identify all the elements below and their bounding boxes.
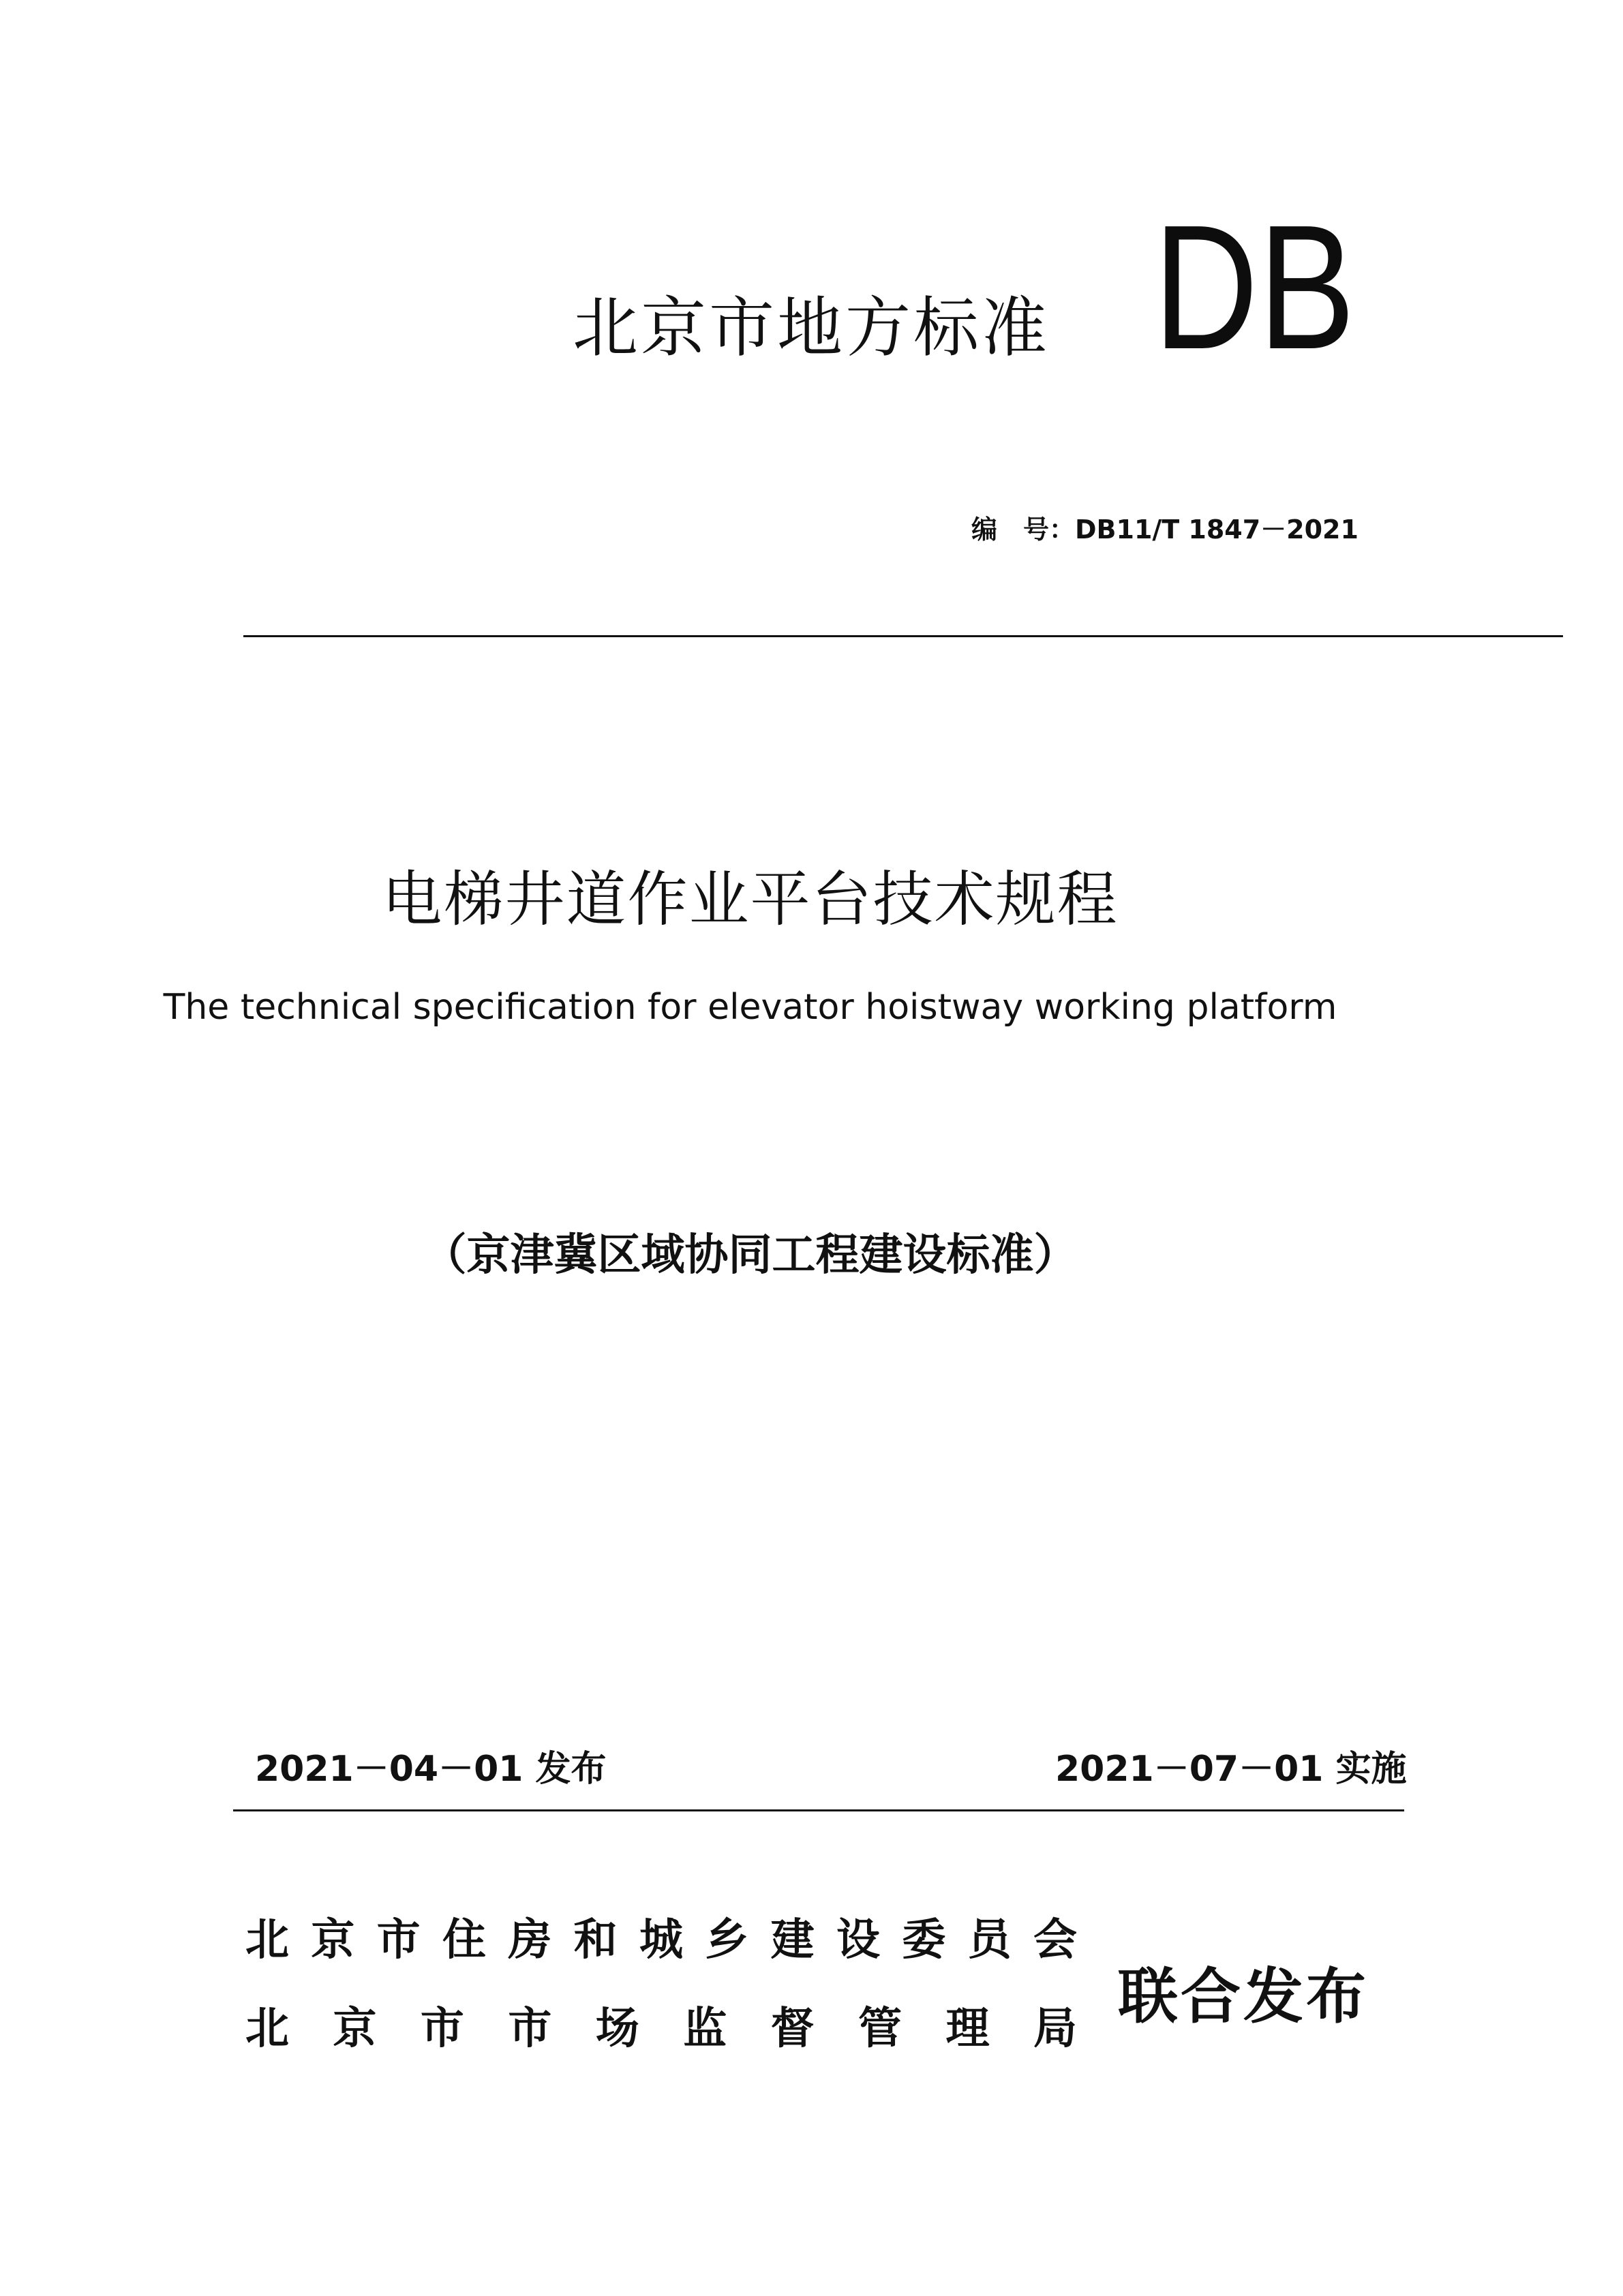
org-char: 房	[508, 1915, 552, 1965]
org-char: 监	[683, 2004, 727, 2054]
standard-number: 编 号：DB11/T 1847－2021	[971, 515, 1359, 545]
db-mark: DB	[1153, 189, 1356, 386]
org-char: 京	[333, 2004, 377, 2054]
document-title-en: The technical specification for elevator hoistway working platform	[163, 987, 1337, 1028]
org-char: 管	[858, 2004, 902, 2054]
org-char: 督	[770, 2004, 815, 2054]
document-subtitle: （京津冀区域协同工程建设标准）	[423, 1230, 1078, 1281]
org-char: 场	[595, 2004, 639, 2054]
org-char: 设	[836, 1915, 880, 1965]
org-char: 理	[945, 2004, 990, 2054]
org-char: 乡	[705, 1915, 749, 1965]
org-char: 建	[770, 1915, 815, 1965]
org-char: 局	[1033, 2004, 1077, 2054]
issue-date: 2021－04－01 发布	[255, 1749, 607, 1790]
effective-date: 2021－07－01 实施	[1055, 1749, 1407, 1790]
org-char: 和	[573, 1915, 618, 1965]
org-char: 市	[376, 1915, 421, 1965]
org-char: 住	[442, 1915, 486, 1965]
org-char: 京	[311, 1915, 355, 1965]
publisher-org-1	[245, 1905, 1077, 1968]
joint-publication-label: 联合发布	[1118, 1961, 1369, 2032]
org-char: 委	[902, 1915, 946, 1965]
top-divider	[243, 635, 1563, 637]
standard-type-label: 北京市地方标准	[573, 290, 1050, 366]
org-char: 会	[1033, 1915, 1077, 1965]
org-char: 北	[245, 2004, 289, 2054]
bottom-divider	[233, 1809, 1404, 1811]
org-char: 城	[639, 1915, 683, 1965]
org-char: 市	[508, 2004, 552, 2054]
publisher-org-2	[245, 1993, 1077, 2056]
org-char: 北	[245, 1915, 289, 1965]
org-char: 员	[967, 1915, 1012, 1965]
org-char: 市	[420, 2004, 464, 2054]
document-title-zh: 电梯井道作业平台技术规程	[382, 864, 1119, 934]
